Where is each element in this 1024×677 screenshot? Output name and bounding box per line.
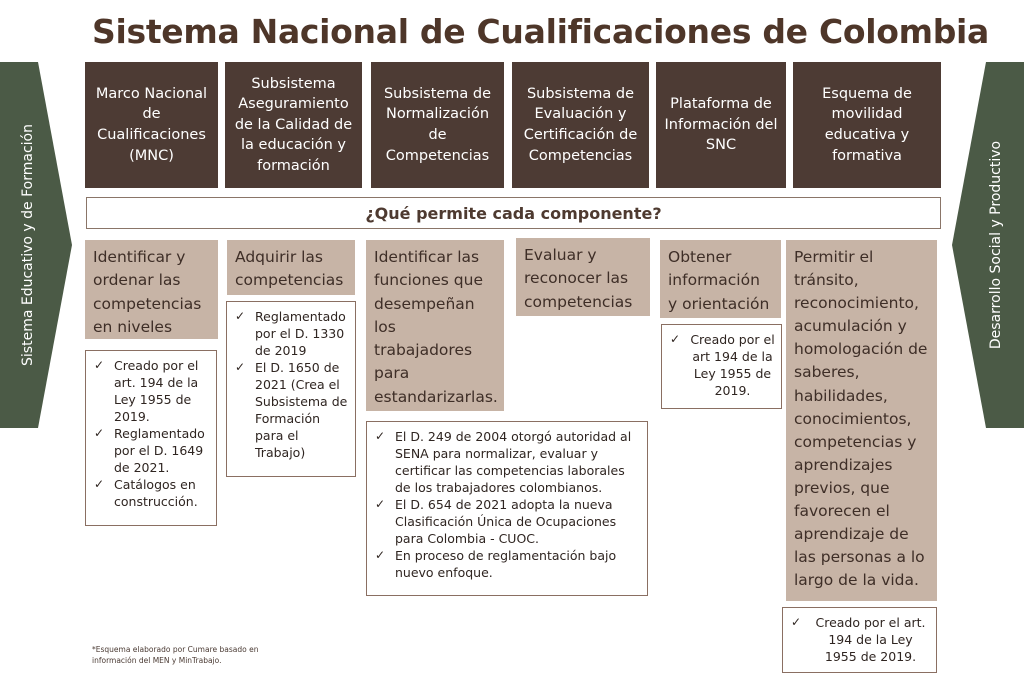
purpose-mnc: Identificar y ordenar las competencias en niveles (85, 240, 218, 339)
notes-mnc (85, 350, 217, 526)
component-movilidad: Esquema de movilidad educativa y formativa (793, 62, 941, 188)
list-item (94, 357, 210, 425)
checkmark-icon: ✓ (670, 332, 681, 346)
purpose-evaluacion-certificacion: Evaluar y reconocer las competencias (516, 238, 650, 316)
left-side-arrow (0, 62, 72, 428)
note-text: Creado por el art. 194 de la Ley 1955 de 2019. (815, 615, 926, 664)
notes-plataforma-informacion (661, 324, 782, 409)
checkmark-icon: ✓ (94, 358, 105, 372)
question-banner: ¿Qué permite cada componente? (86, 197, 941, 229)
left-side-label: Sistema Educativo y de Formación (20, 124, 36, 366)
notes-aseguramiento-calidad (226, 301, 356, 477)
note-text: El D. 1650 de 2021 (Crea el Subsistema de Formación para el Trabajo) (255, 360, 348, 460)
list-item (375, 428, 641, 496)
note-text: Creado por el art. 194 de la Ley 1955 de 2019. (114, 358, 199, 424)
list-item (235, 308, 349, 359)
checkmark-icon: ✓ (375, 497, 386, 511)
notes-normalizacion (366, 421, 648, 596)
component-mnc: Marco Nacional de Cualificaciones (MNC) (85, 62, 218, 188)
component-evaluacion-certificacion: Subsistema de Evaluación y Certificación de Competencias (512, 62, 649, 188)
note-text: El D. 249 de 2004 otorgó autoridad al SENA para normalizar, evaluar y certificar las competencias laborales de los trabajadores colombianos. (395, 429, 632, 495)
list-item (235, 359, 349, 461)
component-aseguramiento-calidad: Subsistema Aseguramiento de la Calidad de la educación y formación (225, 62, 362, 188)
checkmark-icon: ✓ (94, 426, 105, 440)
list-item (94, 425, 210, 476)
notes-movilidad (782, 607, 937, 673)
component-plataforma-informacion: Plataforma de Información del SNC (656, 62, 786, 188)
checkmark-icon: ✓ (375, 429, 386, 443)
note-text: Creado por el art 194 de la Ley 1955 de 2019. (690, 332, 775, 398)
purpose-normalizacion: Identificar las funciones que desempeñan los trabajadores para estandarizarlas. (366, 240, 504, 411)
right-side-arrow (952, 62, 1024, 428)
note-text: Reglamentado por el D. 1330 de 2019 (255, 309, 346, 358)
checkmark-icon: ✓ (235, 360, 246, 374)
note-text: En proceso de reglamentación bajo nuevo enfoque. (395, 548, 617, 580)
list-item (791, 614, 930, 665)
list-item (375, 547, 641, 581)
checkmark-icon: ✓ (235, 309, 246, 323)
purpose-aseguramiento-calidad: Adquirir las competencias (227, 240, 355, 295)
checkmark-icon: ✓ (791, 615, 802, 629)
note-text: Reglamentado por el D. 1649 de 2021. (114, 426, 205, 475)
note-text: El D. 654 de 2021 adopta la nueva Clasificación Única de Ocupaciones para Colombia - CUOC. (395, 497, 617, 546)
purpose-plataforma-informacion: Obtener información y orientación (660, 240, 781, 318)
list-item (94, 476, 210, 510)
note-text: Catálogos en construcción. (114, 477, 198, 509)
list-item (375, 496, 641, 547)
purpose-movilidad: Permitir el tránsito, reconocimiento, acumulación y homologación de saberes, habilidades, conocimientos, competencias y aprendizajes previos, que favorecen el aprendizaje de las personas a lo largo de la vida. (786, 240, 937, 601)
page-title: Sistema Nacional de Cualificaciones de Colombia (92, 12, 990, 51)
component-normalizacion: Subsistema de Normalización de Competencias (371, 62, 504, 188)
checkmark-icon: ✓ (375, 548, 386, 562)
right-side-label: Desarrollo Social y Productivo (988, 140, 1004, 350)
left-arrow-shape (0, 62, 72, 428)
list-item (670, 331, 775, 399)
footnote: *Esquema elaborado por Cumare basado en información del MEN y MinTrabajo. (92, 645, 259, 665)
checkmark-icon: ✓ (94, 477, 105, 491)
